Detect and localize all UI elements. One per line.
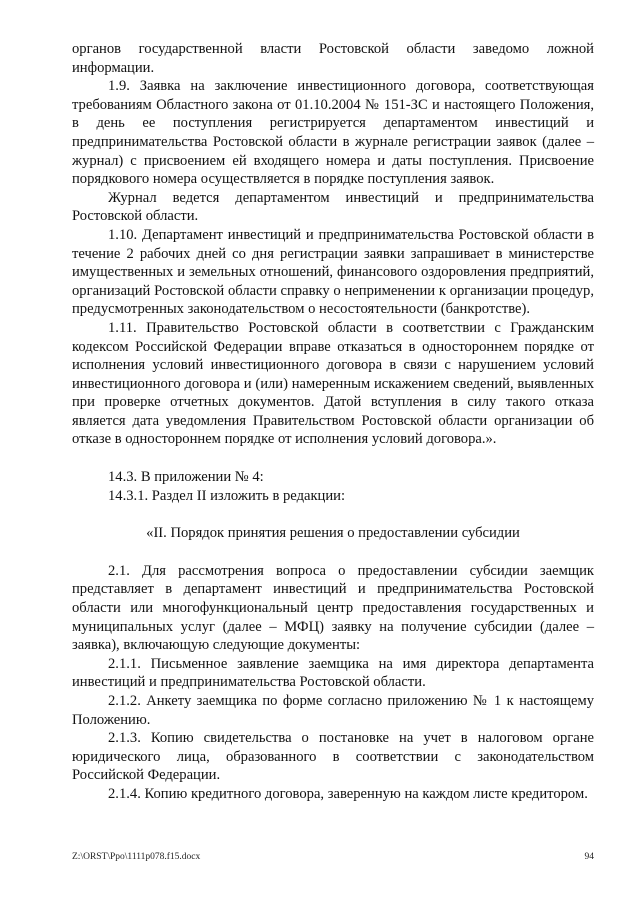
paragraph: Журнал ведется департаментом инвестиций и предпринимательства Ростовской области. [72, 189, 594, 225]
amendment-line-2: 14.3.1. Раздел II изложить в редакции: [108, 487, 346, 504]
paragraph: 1.11. Правительство Ростовской области в соответствии с Гражданским кодексом Российской Федерации вправе отказаться в одностороннем порядке от исполнения условий инвестиционного договора в связи с нарушением условий инвестиционного договора и (или) намеренным искажением сведений, выявленных при проверке отчетных документов. Датой вступления в силу такого отказа является дата уведомления Правительством Ростовской области организации об отказе в одностороннем порядке от исполнения условий договора.». [72, 319, 594, 448]
amendment-line-1: 14.3. В приложении № 4: [108, 469, 264, 486]
page-number: 94 [584, 852, 594, 862]
section-title: «II. Порядок принятия решения о предоставлении субсидии [146, 525, 520, 542]
paragraph: 2.1.2. Анкету заемщика по форме согласно приложению № 1 к настоящему Положению. [72, 693, 594, 728]
paragraph: 2.1.1. Письменное заявление заемщика на имя директора департамента инвестиций и предпринимательства Ростовской области. [72, 655, 594, 691]
paragraph: 2.1.4. Копию кредитного договора, заверенную на каждом листе кредитором. [108, 785, 588, 802]
file-path: Z:\ORST\Ppo\1111p078.f15.docx [72, 852, 201, 862]
paragraph: 1.9. Заявка на заключение инвестиционного договора, соответствующая требованиям Областного закона от 01.10.2004 № 151-ЗС и настоящего Положения, в день ее поступления регистрируется департаментом инвестиций и предпринимательства Ростовской области в журнале регистрации заявок (далее – журнал) с присвоением ей входящего номера и даты поступления. Присвоение порядкового номера осуществляется в порядке поступления заявок. [72, 78, 594, 188]
paragraph: 2.1. Для рассмотрения вопроса о предоставлении субсидии заемщик представляет в департамент инвестиций и предпринимательства Ростовской области или многофункциональный центр предоставления государственных и муниципальных услуг (далее – МФЦ) заявку на получение субсидии (далее – заявка), включающую следующие документы: [72, 562, 594, 654]
paragraph-group-bottom [72, 562, 594, 804]
paragraph: 1.10. Департамент инвестиций и предпринимательства Ростовской области в течение 2 рабочих дней со дня регистрации заявки запрашивает в министерстве имущественных и земельных отношений, финансового оздоровления предприятий, организаций Ростовской области справку о неприменении к организации процедур, предусмотренных законодательством о несостоятельности (банкротстве). [72, 226, 594, 318]
paragraph: органов государственной власти Ростовской области заведомо ложной информации. [72, 41, 594, 76]
document-body [72, 40, 594, 804]
paragraph-group-top [72, 40, 594, 449]
paragraph: 2.1.3. Копию свидетельства о постановке на учет в налоговом органе юридического лица, образованного в соответствии с законодательством Российской Федерации. [72, 730, 594, 784]
